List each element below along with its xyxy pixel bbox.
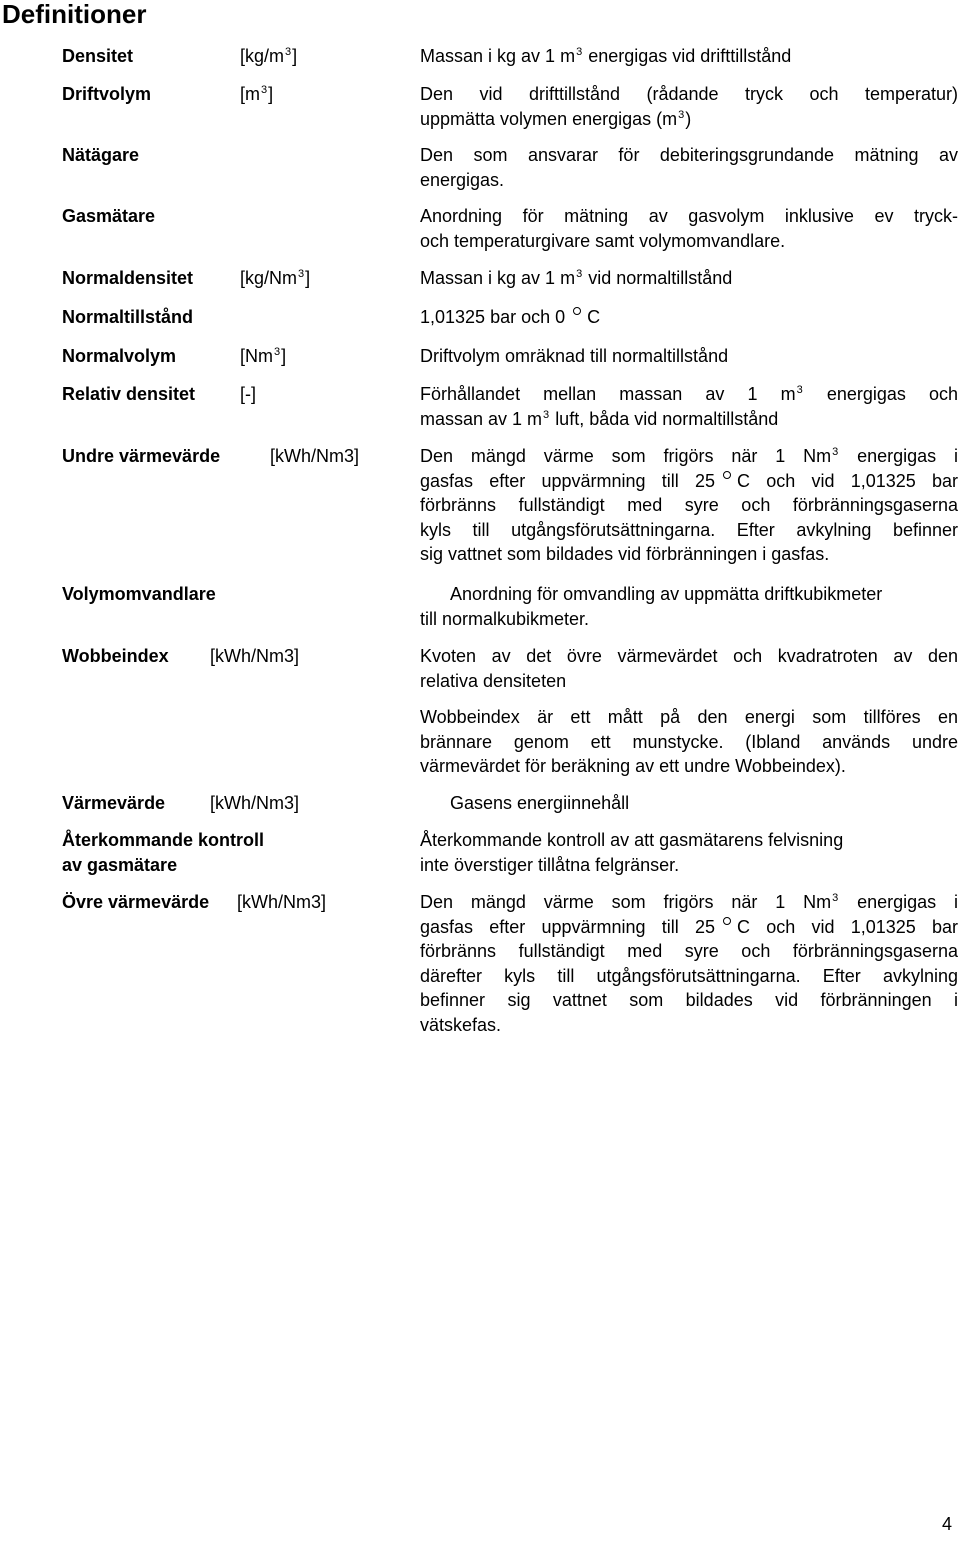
unit-wobbeindex: [kWh/Nm3] xyxy=(210,646,300,666)
term-relativ-densitet: Relativ densitet xyxy=(62,384,196,404)
term-aterkommande-kontroll: Återkommande kontroll av gasmätare xyxy=(62,830,265,875)
unit-normalvolym: [Nm$^3$] xyxy=(240,346,287,366)
desc-ovre-varmevarde: Den mängd värme som frigörs när 1 Nm$^3$ energigas i gasfas efter uppvärmning till 25 C och vid 1,01325 bar förbränns fullständigt med syre och förbränningsgaserna därefter kyls till utgångsförutsättningarna. Efter avkylning befinner sig vattnet som bildades vid förbränningen i vätskefas. xyxy=(420,892,958,1035)
degree-symbol-icon xyxy=(723,917,731,925)
desc-relativ-densitet: Förhållandet mellan massan av 1 $m^3$ energigas och massan av 1 $m^3$ luft, båda vid normaltillstånd xyxy=(420,384,958,429)
desc-normaldensitet: Massan i kg av 1 $m^3$ vid normaltillstånd xyxy=(420,268,733,288)
term-undre-varmevarde: Undre värmevärde xyxy=(62,446,221,466)
term-normalvolym: Normalvolym xyxy=(62,346,177,366)
term-gasmatare: Gasmätare xyxy=(62,206,156,226)
unit-undre-varmevarde: [kWh/Nm3] xyxy=(270,446,360,466)
term-wobbeindex: Wobbeindex xyxy=(62,646,169,666)
desc-normalvolym: Driftvolym omräknad till normaltillstånd xyxy=(420,346,729,366)
desc-natagare: Den som ansvarar för debiteringsgrundande mätning av energigas. xyxy=(420,145,958,190)
desc-varmevarde: Gasens energiinnehåll xyxy=(450,793,630,813)
unit-driftvolym: $[m^3]$ xyxy=(240,84,274,104)
term-densitet: Densitet xyxy=(62,46,134,66)
desc-gasmatare: Anordning för mätning av gasvolym inklusive ev tryck- och temperaturgivare samt volymomvandlare. xyxy=(420,206,958,251)
term-natagare: Nätägare xyxy=(62,145,140,165)
desc-volymomvandlare: Anordning för omvandling av uppmätta driftkubikmeter till normalkubikmeter. xyxy=(420,584,883,629)
desc-wobbeindex-note: Wobbeindex är ett mått på den energi som tillföres en brännare genom ett munstycke. (Ibland används undre värmevärdet för beräkning av ett undre Wobbeindex). xyxy=(420,707,958,776)
degree-symbol-icon xyxy=(723,471,731,479)
term-driftvolym: Driftvolym xyxy=(62,84,152,104)
unit-ovre-varmevarde: [kWh/Nm3] xyxy=(237,892,327,912)
unit-varmevarde: [kWh/Nm3] xyxy=(210,793,300,813)
unit-densitet: $[kg/m^3]$ xyxy=(240,46,298,66)
desc-densitet: Massan i kg av 1 $m^3$ energigas vid drifttillstånd xyxy=(420,46,792,66)
term-normaldensitet: Normaldensitet xyxy=(62,268,194,288)
term-normaltillstand: Normaltillstånd xyxy=(62,307,194,327)
page-number: 4 xyxy=(942,1514,953,1534)
desc-aterkommande-kontroll: Återkommande kontroll av att gasmätarens felvisning inte överstiger tillåtna felgränser. xyxy=(420,830,844,875)
page-title: Definitioner xyxy=(2,0,147,29)
desc-driftvolym: Den vid drifttillstånd (rådande tryck och temperatur) uppmätta volymen energigas $(m^3)$ xyxy=(420,84,958,129)
desc-normaltillstand: 1,01325 bar och 0 C xyxy=(420,307,601,327)
desc-wobbeindex: Kvoten av det övre värmevärdet och kvadratroten av den relativa densiteten xyxy=(420,646,958,691)
unit-normaldensitet: [kg/Nm$^3$] xyxy=(240,268,311,288)
term-varmevarde: Värmevärde xyxy=(62,793,166,813)
term-volymomvandlare: Volymomvandlare xyxy=(62,584,216,604)
unit-relativ-densitet: [-] xyxy=(240,384,256,404)
term-ovre-varmevarde: Övre värmevärde xyxy=(62,892,210,912)
degree-symbol-icon xyxy=(573,307,581,315)
desc-undre-varmevarde: Den mängd värme som frigörs när 1 Nm$^3$ energigas i gasfas efter uppvärmning till 25 C och vid 1,01325 bar förbränns fullständigt med syre och förbränningsgaserna kyls till utgångsförutsättningarna. Efter avkylning befinner sig vattnet som bildades vid förbränningen i gasfas. xyxy=(420,446,958,564)
